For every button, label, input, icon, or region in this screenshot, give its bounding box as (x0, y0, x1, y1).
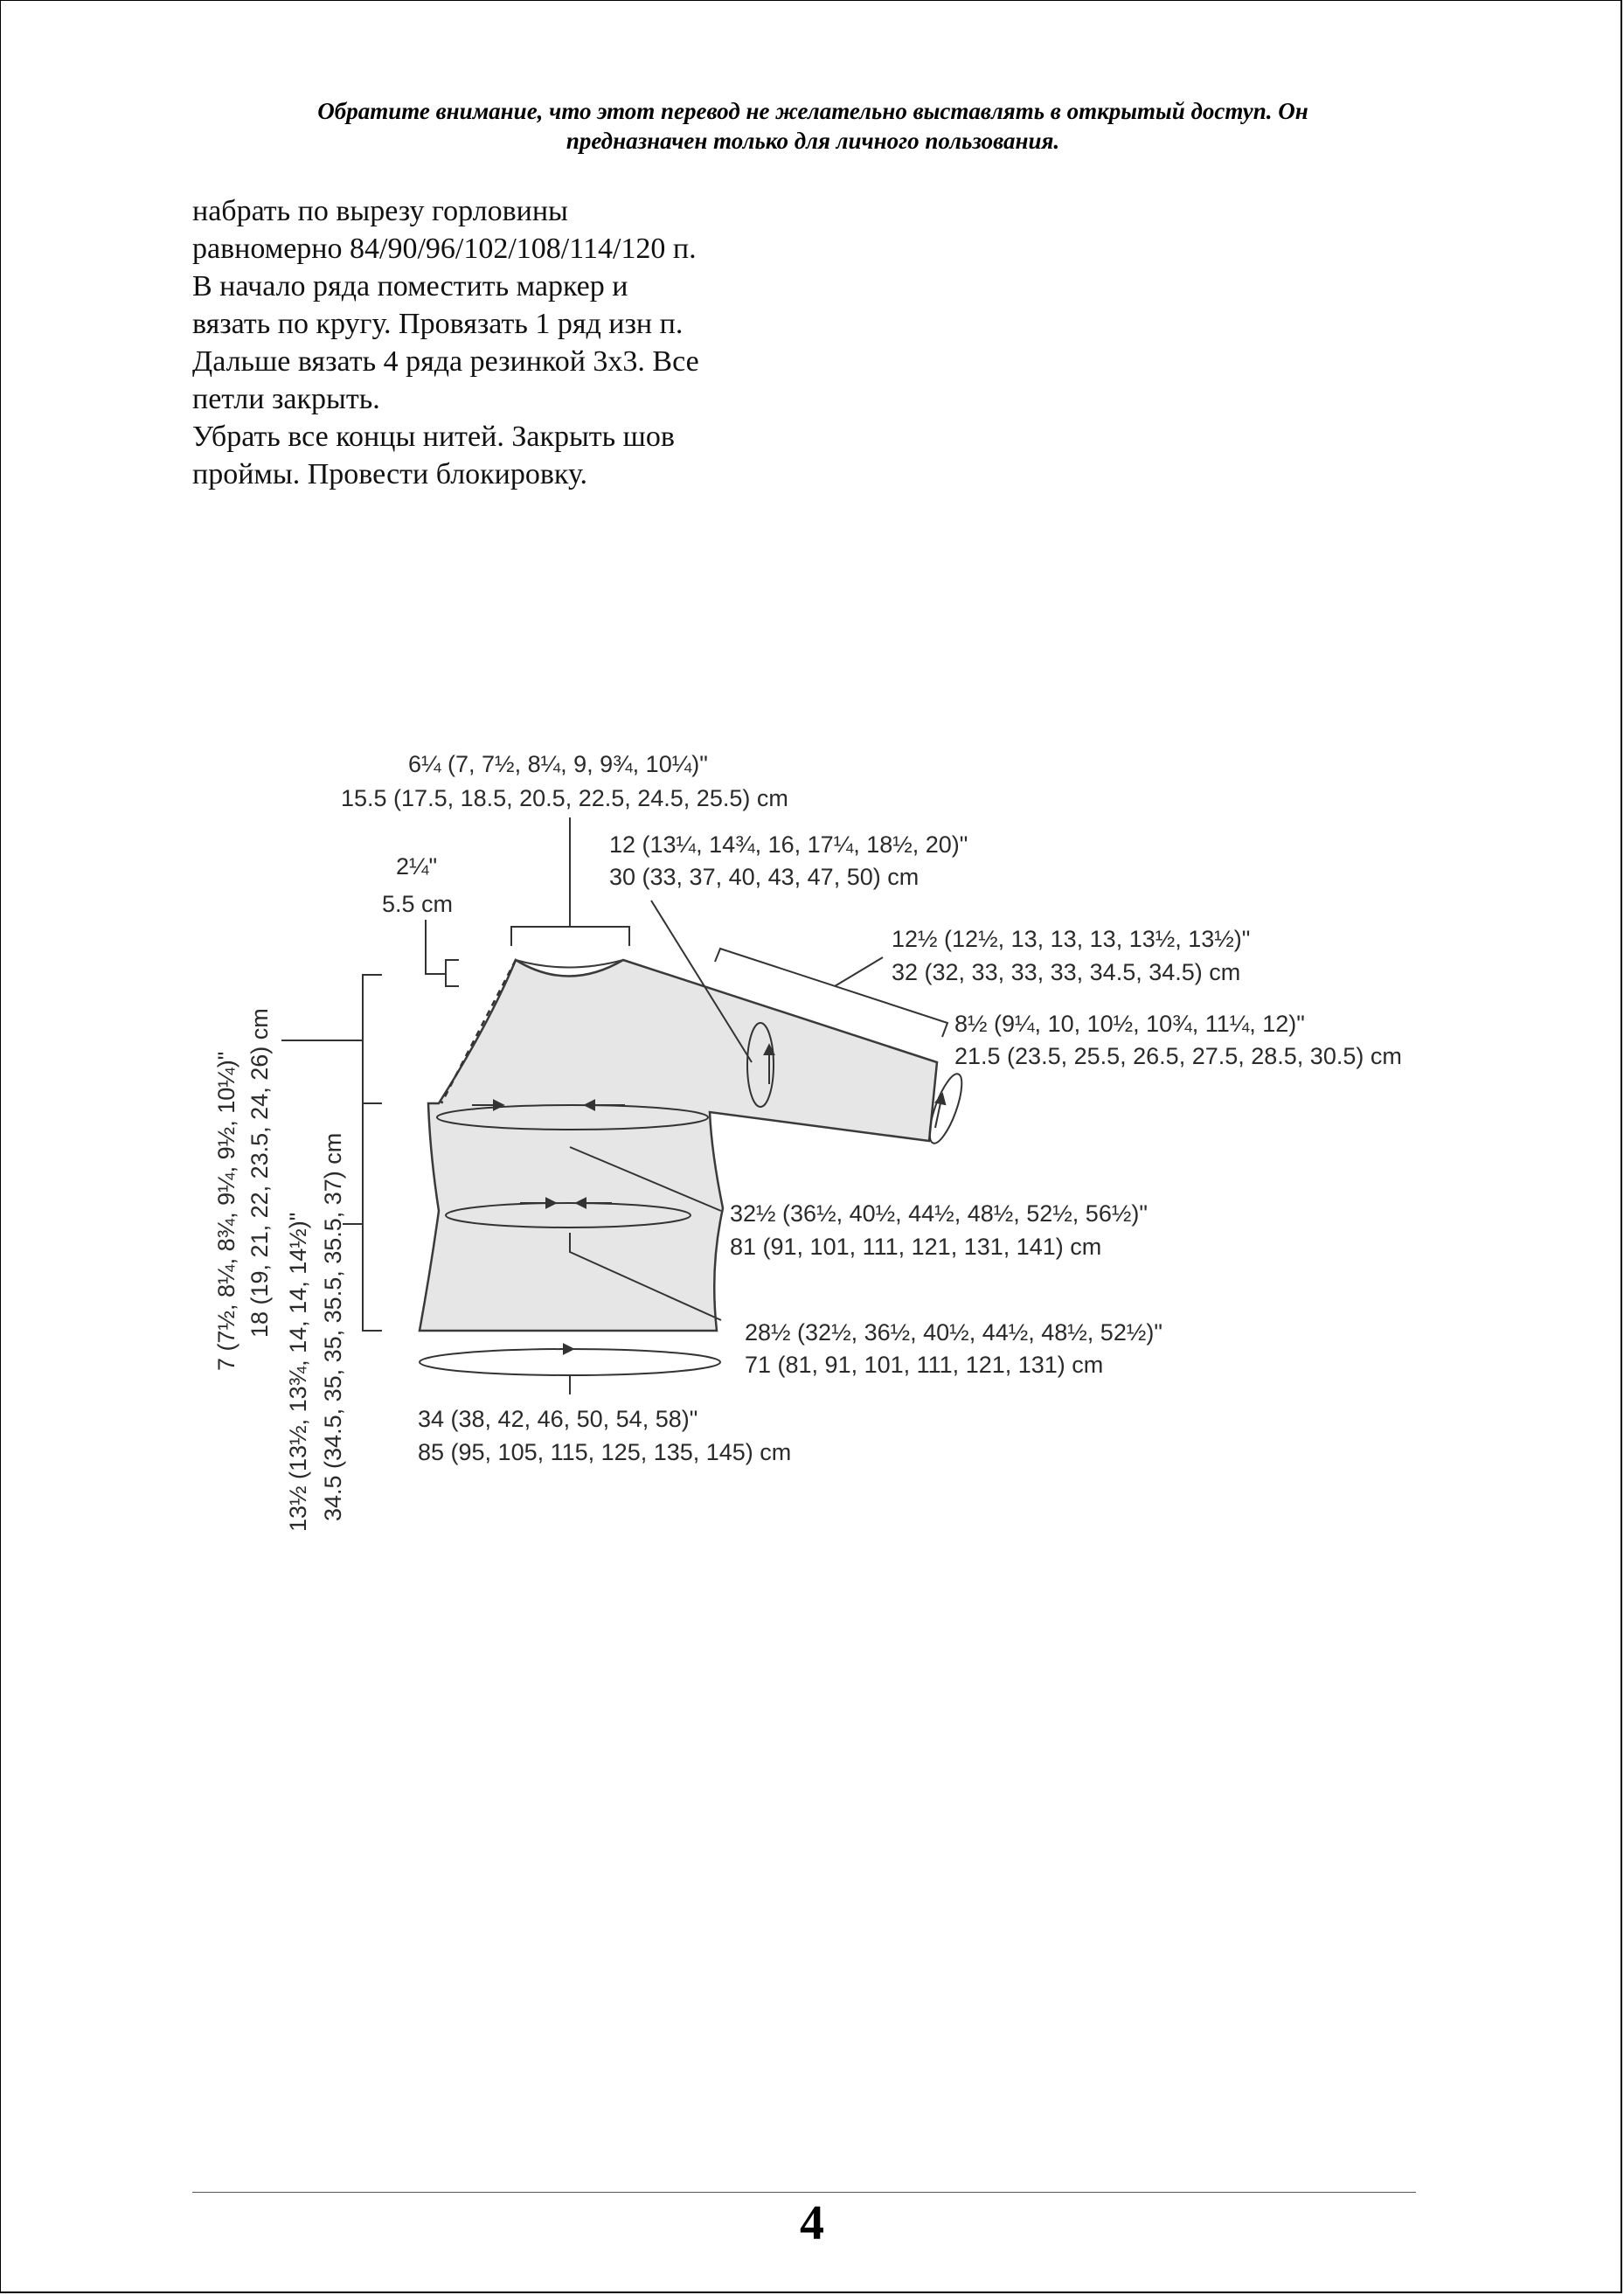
hem-label-cm: 71 (81, 91, 101, 111, 121, 131) cm (745, 1352, 1104, 1378)
translation-notice (157, 96, 1468, 156)
notice-line-1: Обратите внимание, что этот перевод не желательно выставлять в открытый доступ. Он (317, 98, 1308, 124)
neck-width-label-in: 6¼ (7, 7½, 8¼, 9, 9¾, 10¼)" (408, 751, 708, 777)
body-length-label-in: 13½ (13½, 13¾, 14, 14, 14½)" (285, 1212, 311, 1532)
waist-label-cm: 81 (91, 101, 111, 121, 131, 141) cm (730, 1234, 1102, 1260)
neck-width-label-cm: 15.5 (17.5, 18.5, 20.5, 22.5, 24.5, 25.5) cm (341, 785, 788, 811)
back-neckline (516, 960, 623, 968)
bust-label-cm: 85 (95, 105, 115, 125, 135, 145) cm (418, 1439, 792, 1465)
sleeve-length-label-cm: 32 (32, 33, 33, 33, 34.5, 34.5) cm (892, 959, 1241, 985)
instruction-line: вязать по кругу. Провязать 1 ряд изн п. (192, 308, 684, 340)
bust-label-in: 34 (38, 42, 46, 50, 54, 58)" (418, 1406, 698, 1432)
neck-depth-label-cm: 5.5 cm (382, 891, 454, 917)
upper-arm-label-cm: 30 (33, 37, 40, 43, 47, 50) cm (609, 864, 920, 890)
instruction-line: проймы. Провести блокировку. (192, 458, 588, 490)
sweater-schematic (0, 717, 1624, 1547)
instruction-line: равномерно 84/90/96/102/108/114/120 п. (192, 233, 697, 265)
body-length-label-cm: 34.5 (34.5, 35, 35, 35.5, 35.5, 37) cm (320, 1132, 346, 1521)
yoke-depth-bracket (363, 975, 382, 1103)
instruction-line: В начало ряда поместить маркер и (192, 270, 628, 303)
cuff-label-in: 8½ (9¼, 10, 10½, 10¾, 11¼, 12)" (954, 1011, 1305, 1037)
instruction-line: Дальше вязать 4 ряда резинкой 3х3. Все (192, 345, 699, 378)
body-length-bracket (363, 1103, 382, 1331)
sleeve-length-leader (835, 957, 883, 986)
page-number: 4 (800, 2196, 824, 2250)
instruction-line: набрать по вырезу горловины (192, 195, 568, 227)
waist-label-in: 32½ (36½, 40½, 44½, 48½, 52½, 56½)" (730, 1200, 1148, 1227)
neck-depth-leader (426, 920, 446, 974)
instruction-line: петли закрыть. (192, 383, 380, 415)
notice-line-2: предназначен только для личного пользования. (566, 128, 1060, 154)
bust-ellipse (420, 1349, 720, 1375)
sleeve-length-label-in: 12½ (12½, 13, 13, 13, 13½, 13½)" (892, 926, 1251, 952)
neck-depth-label-in: 2¼" (396, 853, 438, 880)
neck-depth-bracket (446, 960, 459, 986)
cuff-label-cm: 21.5 (23.5, 25.5, 26.5, 27.5, 28.5, 30.5) cm (954, 1043, 1402, 1069)
garment-body-shape (420, 960, 937, 1331)
upper-arm-label-in: 12 (13¼, 14¾, 16, 17¼, 18½, 20)" (609, 831, 968, 858)
yoke-depth-label-in: 7 (7½, 8¼, 8¾, 9¼, 9½, 10¼)" (213, 1051, 239, 1371)
neck-width-bracket (511, 927, 629, 946)
instruction-text (192, 192, 804, 493)
hem-label-in: 28½ (32½, 36½, 40½, 44½, 48½, 52½)" (745, 1319, 1162, 1346)
yoke-depth-label-cm: 18 (19, 21, 22, 23.5, 24, 26) cm (246, 1008, 273, 1338)
instruction-line: Убрать все концы нитей. Закрыть шов (192, 421, 675, 453)
